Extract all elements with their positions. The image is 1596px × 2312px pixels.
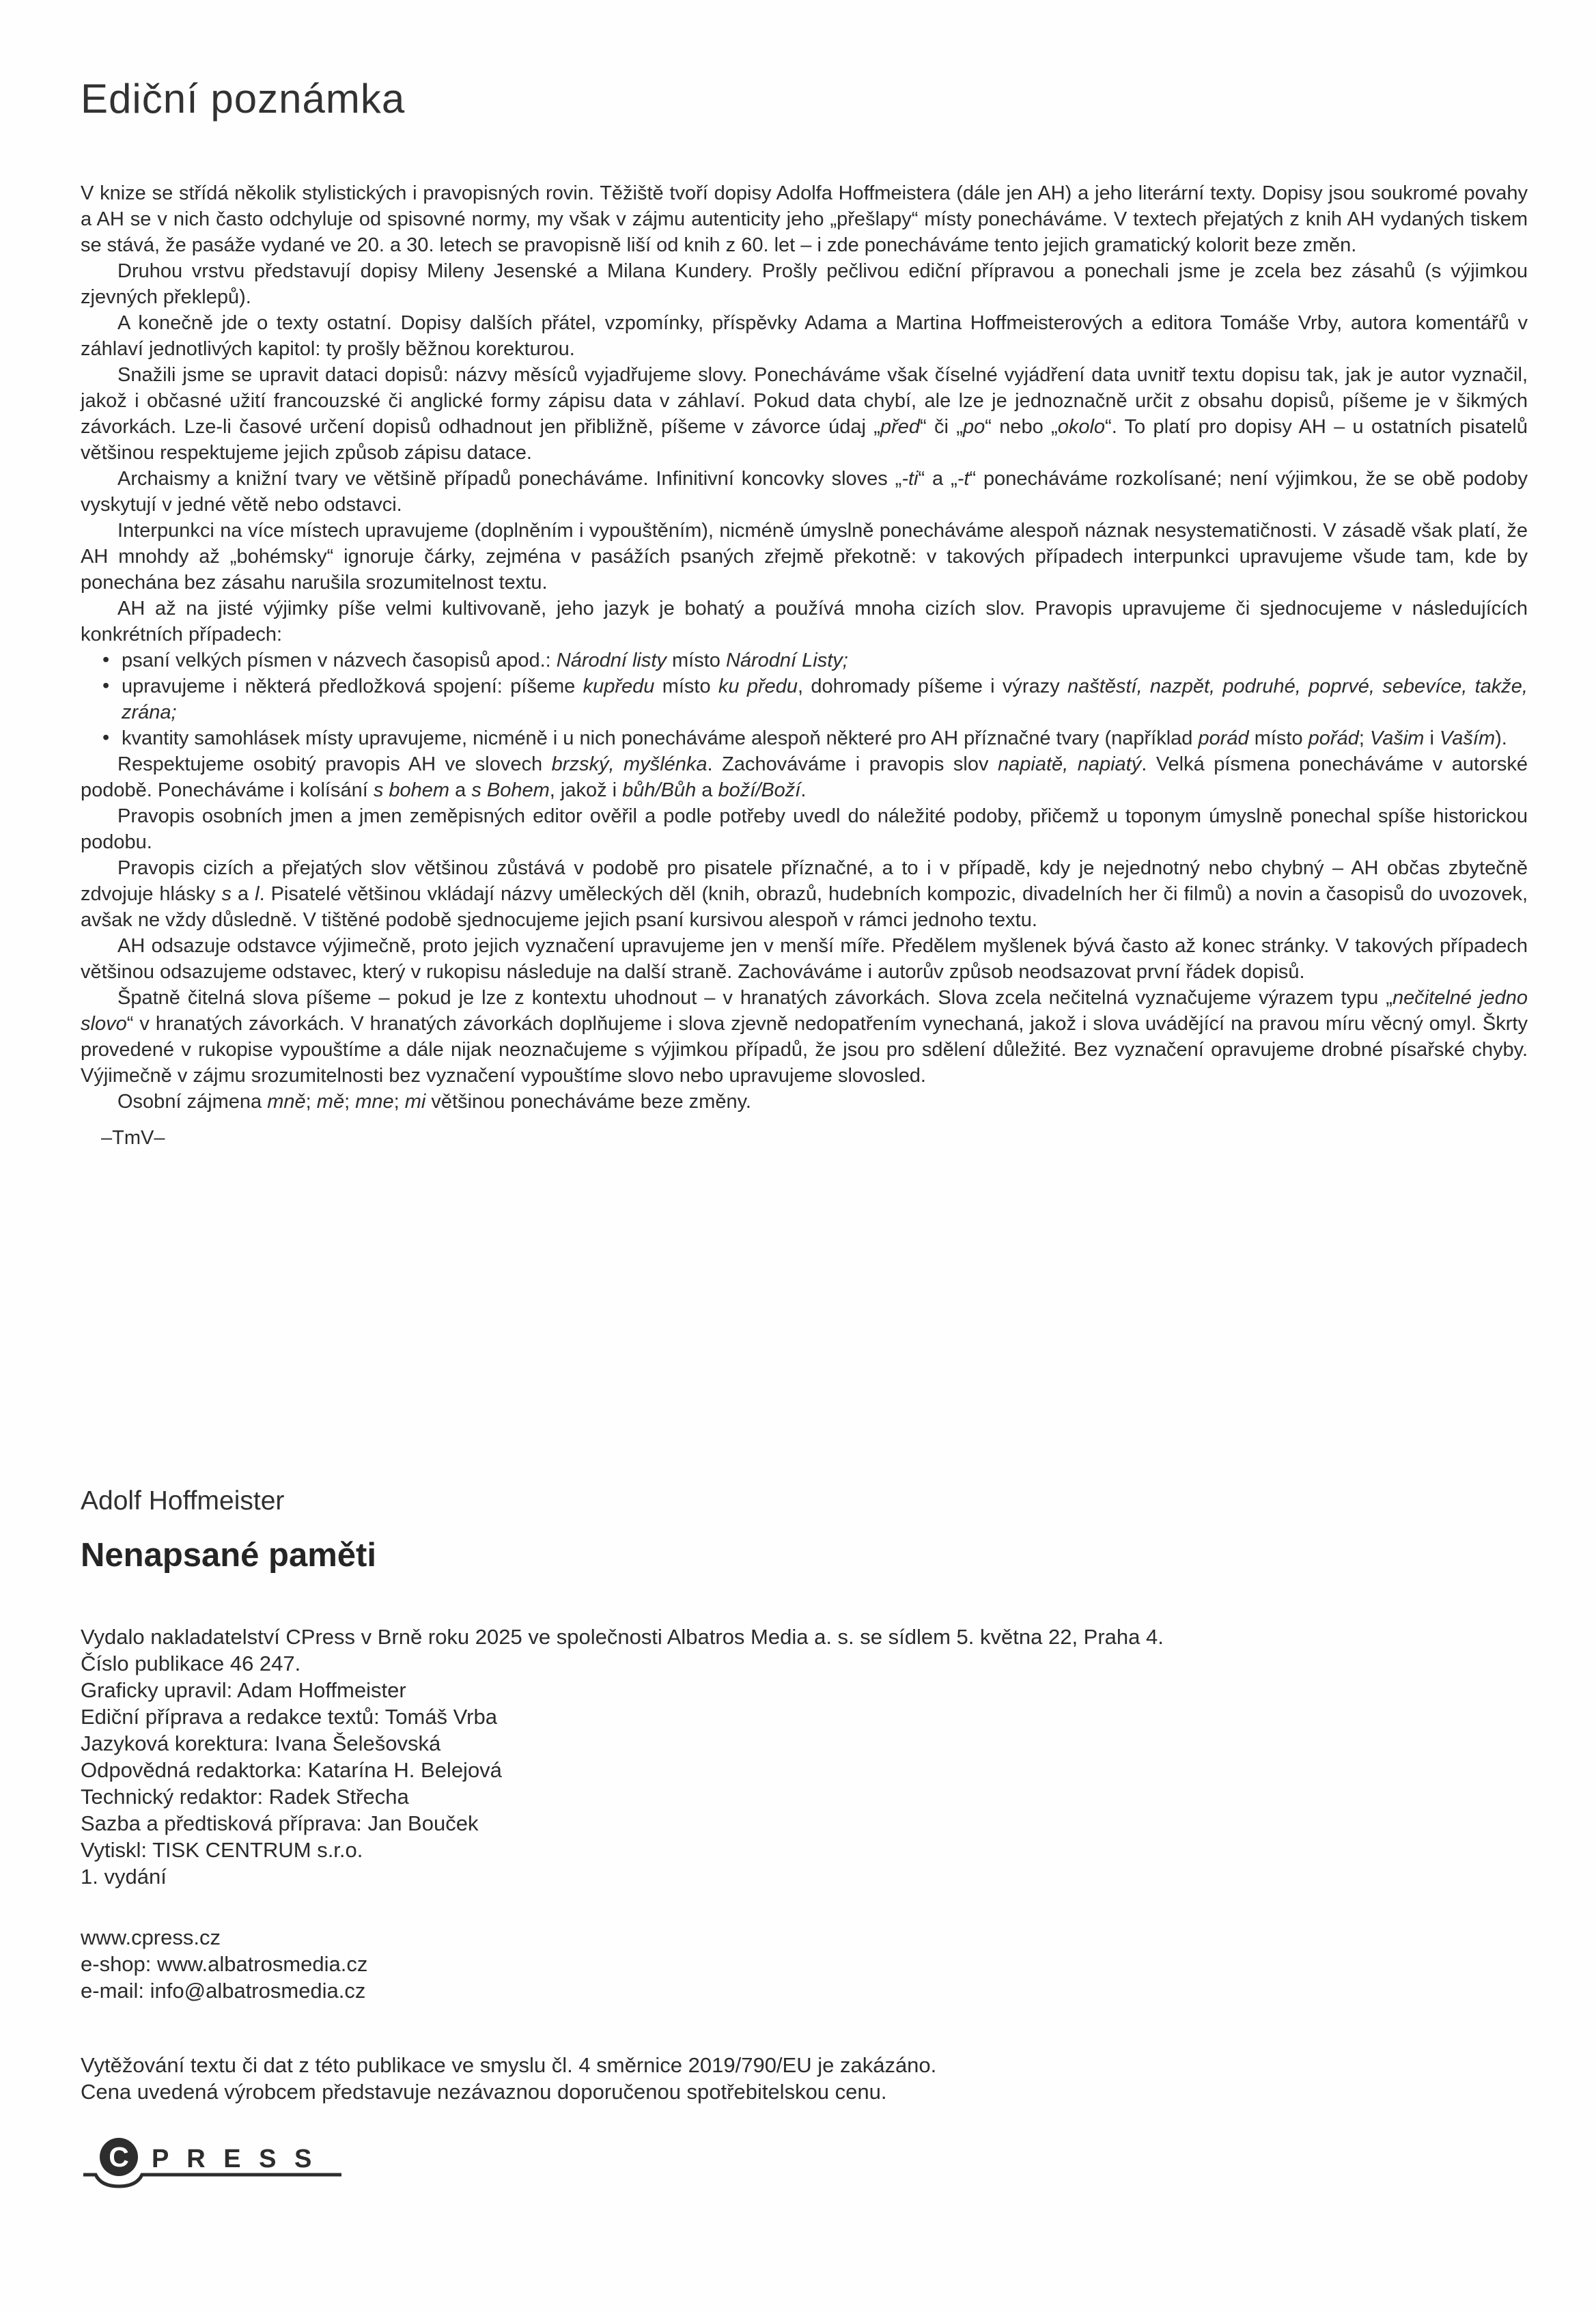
text-line: Odpovědná redaktorka: Katarína H. Belejová [81, 1757, 502, 1782]
text-line: Ediční příprava a redakce textů: Tomáš Vrba [81, 1704, 497, 1729]
author-name: Adolf Hoffmeister [81, 1486, 285, 1516]
paragraph: Špatně čitelná slova píšeme – pokud je lze z kontextu uhodnout – v hranatých závorkách. Slova zcela nečitelná vyznačujeme výrazem typu „nečitelné jedno slovo“ v hranatých závorkách. V hranatých závorkách doplňujeme i slova zjevně nedopatřením vynechaná, jakož i slova uvádějící na pravou míru věcný omyl. Škrty provedené v rukopise vypouštíme a dále nijak neoznačujeme s výjimkou případů, že jsou pro sdělení důležité. Bez vyznačení opravujeme drobné písařské chyby. Výjimečně v zájmu srozumitelnosti bez vyznačení vypouštíme slovo nebo upravujeme slovosled. [81, 987, 1528, 1087]
text-line: Sazba a předtisková příprava: Jan Bouček [81, 1811, 479, 1835]
text-line: www.cpress.cz [81, 1925, 221, 1949]
text-line: Cena uvedená výrobcem představuje nezávaznou doporučenou spotřebitelskou cenu. [81, 2079, 887, 2104]
text-line: Číslo publikace 46 247. [81, 1651, 301, 1675]
logo-press-text: P R E S S [152, 2145, 318, 2173]
paragraph: V knize se střídá několik stylistických i pravopisných rovin. Těžiště tvoří dopisy Adolfa Hoffmeistera (dále jen AH) a jeho literární texty. Dopisy jsou soukromé povahy a AH se v nich často odchyluje od spisovné normy, my však v zájmu autenticity jeho „přešlapy“ místy ponecháváme. V textech přejatých z knih AH vydaných tiskem se stává, že pasáže vydané ve 20. a 30. letech se pravopisně liší od knih z 60. let – i zde ponecháváme tento jejich gramatický kolorit beze změn. [81, 182, 1528, 256]
paragraph: AH až na jisté výjimky píše velmi kultivovaně, jeho jazyk je bohatý a používá mnoha cizích slov. Pravopis upravujeme či sjednocujeme v následujících konkrétních případech: [81, 598, 1528, 645]
text-line: Technický redaktor: Radek Střecha [81, 1784, 409, 1809]
book-title: Nenapsané paměti [81, 1536, 376, 1574]
paragraph: Respektujeme osobitý pravopis AH ve slovech brzský, myšlénka. Zachováváme i pravopis slov napiatě, napiatý. Velká písmena ponecháváme v autorské podobě. Ponecháváme i kolísání s bohem a s Bohem, jakož i bůh/Bůh a boží/Boží. [81, 753, 1528, 801]
paragraph: Interpunkci na více místech upravujeme (doplněním i vypouštěním), nicméně úmyslně ponecháváme alespoň náznak nesystematičnosti. V zásadě však platí, že AH mnohdy až „bohémsky“ ignoruje čárky, zejména v pasážích psaných zřejmě překotně: v takových případech interpunkci upravujeme všude tam, kde by ponechána bez zásahu narušila srozumitelnost textu. [81, 520, 1528, 594]
editor-signature: –TmV– [101, 1127, 165, 1149]
cpress-logo-icon [79, 2132, 347, 2191]
paragraph: Pravopis osobních jmen a jmen zeměpisných editor ověřil a podle potřeby uvedl do náležité podoby, přičemž u toponym úmyslně ponechal spíše historickou podobu. [81, 805, 1528, 853]
paragraph: Archaismy a knižní tvary ve většině případů ponecháváme. Infinitivní koncovky sloves „-ti“ a „-t“ ponecháváme rozkolísané; není výjimkou, že se obě podoby vyskytují v jedné větě nebo odstavci. [81, 468, 1528, 516]
text-line: e-mail: info@albatrosmedia.cz [81, 1978, 366, 2003]
bullet-item: • upravujeme i některá předložková spojení: píšeme kupředu místo ku předu, dohromady píšeme i výrazy naštěstí, nazpět, podruhé, poprvé, sebevíce, takže, zrána; [81, 673, 1528, 725]
text-line: 1. vydání [81, 1864, 167, 1889]
paragraph: Pravopis cizích a přejatých slov většinou zůstává v podobě pro pisatele příznačné, a to i v případě, kdy je nejednotný nebo chybný – AH občas zbytečně zdvojuje hlásky s a l. Pisatelé většinou vkládají názvy uměleckých děl (knih, obrazů, hudebních kompozic, divadelních her či filmů) a novin a časopisů do uvozovek, avšak ne vždy důsledně. V tištěné podobě sjednocujeme jejich psaní kursivou alespoň v rámci jednoho textu. [81, 857, 1528, 931]
editorial-body [81, 180, 1528, 1115]
page-title: Ediční poznámka [81, 76, 406, 122]
colophon-section [81, 1486, 1528, 2105]
imprint-block [81, 1624, 1528, 1890]
text-line: Vytěžování textu či dat z této publikace ve smyslu čl. 4 směrnice 2019/790/EU je zakázáno. [81, 2052, 937, 2077]
legal-block [81, 2052, 1528, 2105]
text-line: e-shop: www.albatrosmedia.cz [81, 1951, 368, 1976]
text-line: Vytiskl: TISK CENTRUM s.r.o. [81, 1837, 363, 1862]
paragraph: A konečně jde o texty ostatní. Dopisy dalších přátel, vzpomínky, příspěvky Adama a Martina Hoffmeisterových a editora Tomáše Vrby, autora komentářů v záhlaví jednotlivých kapitol: ty prošly běžnou korekturou. [81, 312, 1528, 360]
paragraph: AH odsazuje odstavce výjimečně, proto jejich vyznačení upravujeme jen v menší míře. Předělem myšlenek bývá často až konec stránky. V takových případech většinou odsazujeme odstavec, který v rukopisu následuje na další straně. Zachováváme i autorův způsob neodsazovat první řádek dopisů. [81, 935, 1528, 983]
text-line: Vydalo nakladatelství CPress v Brně roku 2025 ve společnosti Albatros Media a. s. se sídlem 5. května 22, Praha 4. [81, 1624, 1164, 1649]
text-line: Graficky upravil: Adam Hoffmeister [81, 1677, 406, 1702]
publisher-logo [79, 2132, 347, 2195]
paragraph: Druhou vrstvu představují dopisy Mileny Jesenské a Milana Kundery. Prošly pečlivou ediční přípravou a ponechali jsme je zcela bez zásahů (s výjimkou zjevných překlepů). [81, 260, 1528, 308]
bullet-item: • kvantity samohlásek místy upravujeme, nicméně i u nich ponecháváme alespoň některé pro AH příznačné tvary (například porád místo pořád; Vašim i Vaším). [81, 725, 1528, 751]
text-line: Jazyková korektura: Ivana Šelešovská [81, 1731, 441, 1755]
paragraph: Osobní zájmena mně; mě; mne; mi většinou ponecháváme beze změny. [117, 1091, 751, 1113]
bullet-item: • psaní velkých písmen v názvech časopisů apod.: Národní listy místo Národní Listy; [81, 647, 1528, 673]
editorial-note-section [81, 76, 1528, 1151]
contact-block [81, 1924, 1528, 2004]
logo-underline [83, 2175, 341, 2186]
logo-c-letter: C [109, 2141, 129, 2173]
paragraph: Snažili jsme se upravit dataci dopisů: názvy měsíců vyjadřujeme slovy. Ponecháváme však číselné vyjádření data uvnitř textu dopisu tak, jak je autor vyznačil, jakož i občasné užití francouzské či anglické formy zápisu data v záhlaví. Pokud data chybí, ale lze je jednoznačně určit z obsahu dopisů, píšeme je v šikmých závorkách. Lze-li časové určení dopisů odhadnout jen přibližně, píšeme v závorce údaj „před“ či „po“ nebo „okolo“. To platí pro dopisy AH – u ostatních pisatelů většinou respektujeme jejich způsob zápisu datace. [81, 364, 1528, 464]
